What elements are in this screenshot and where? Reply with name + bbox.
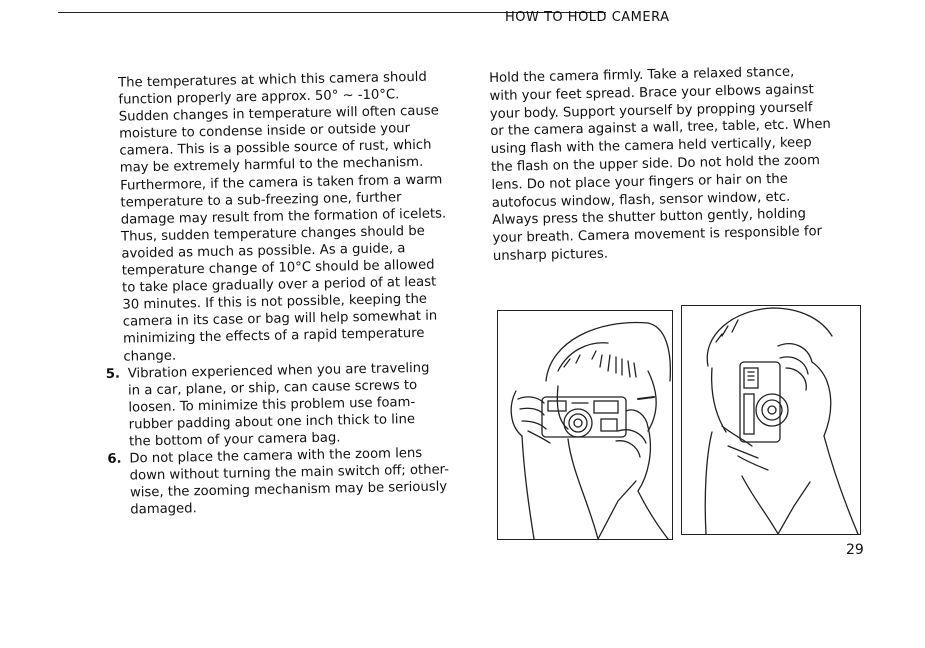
text-line: moisture to condense inside or outside your	[119, 121, 411, 142]
text-line: Furthermore, if the camera is taken from a warm	[119, 172, 443, 194]
right-column	[489, 62, 853, 265]
text-line: the bottom of your camera bag.	[128, 430, 341, 450]
text-line: damaged.	[130, 501, 197, 518]
text-line: function properly are approx. 50° ~ -10°C.	[118, 87, 400, 108]
text-line: the flash on the upper side. Do not hold the zoom	[490, 153, 821, 175]
text-line: Thus, sudden temperature changes should be	[120, 223, 425, 245]
person-holding-camera-vertically-drawing	[682, 306, 860, 534]
text-line: The temperatures at which this camera should	[118, 69, 427, 91]
item-number: 6.	[107, 451, 122, 467]
item-text	[129, 444, 488, 519]
text-line: damage may result from the formation of icelets.	[120, 206, 447, 228]
text-line: avoided as much as possible. As a guide, a	[121, 241, 406, 262]
text-line: change.	[123, 348, 177, 365]
person-holding-camera-horizontally-drawing	[498, 311, 672, 539]
text-line: loosen. To minimize this problem use foam-	[128, 394, 416, 416]
text-line: your body. Support yourself by propping yourself	[489, 99, 813, 122]
text-line: using flash with the camera held vertically, keep	[490, 135, 812, 158]
text-line: Vibration experienced when you are traveling	[127, 360, 430, 382]
text-line: camera in its case or bag will help somewhat in	[122, 308, 438, 330]
left-column	[100, 68, 488, 520]
list-item-5	[106, 358, 488, 451]
text-line: camera. This is a possible source of rust, which	[119, 138, 432, 160]
illustration-vertical-hold	[681, 305, 861, 535]
text-line: temperature to a sub-freezing one, further	[120, 189, 402, 211]
continuation-paragraph	[118, 68, 486, 365]
page-number: 29	[846, 542, 864, 558]
text-line: rubber padding about one inch thick to line	[128, 411, 416, 433]
item-number: 5.	[105, 366, 121, 382]
text-line: may be extremely harmful to the mechanism.	[119, 155, 424, 177]
item-text	[128, 358, 488, 450]
text-line: Hold the camera firmly. Take a relaxed stance,	[489, 64, 795, 86]
text-line: to take place gradually over a period of at least	[121, 274, 437, 296]
text-line: unsharp pictures.	[492, 246, 609, 264]
text-line: or the camera against a wall, tree, table, etc. When	[490, 117, 832, 140]
text-line: Sudden changes in temperature will often cause	[118, 103, 439, 125]
text-line: Always press the shutter button gently, holding	[492, 206, 807, 229]
illustration-horizontal-hold	[497, 310, 673, 540]
holding-instructions	[489, 62, 853, 265]
text-line: wise, the zooming mechanism may be seriously	[129, 479, 448, 501]
text-line: in a car, plane, or ship, can cause screws to	[127, 377, 418, 399]
text-line: lens. Do not place your fingers or hair on the	[491, 171, 788, 193]
text-line: Do not place the camera with the zoom lens	[129, 445, 423, 467]
list-item-6	[107, 444, 488, 520]
text-line: autofocus window, flash, sensor window, etc.	[491, 189, 791, 211]
text-line: down without turning the main switch off; other-	[129, 462, 450, 484]
section-title: HOW TO HOLD CAMERA	[505, 10, 670, 25]
text-line: 30 minutes. If this is not possible, keeping the	[122, 291, 428, 313]
text-line: your breath. Camera movement is responsible for	[492, 224, 823, 247]
text-line: minimizing the effects of a rapid temperature	[122, 326, 425, 348]
text-line: temperature change of 10°C should be allowed	[121, 257, 435, 279]
text-line: with your feet spread. Brace your elbows against	[489, 82, 814, 104]
